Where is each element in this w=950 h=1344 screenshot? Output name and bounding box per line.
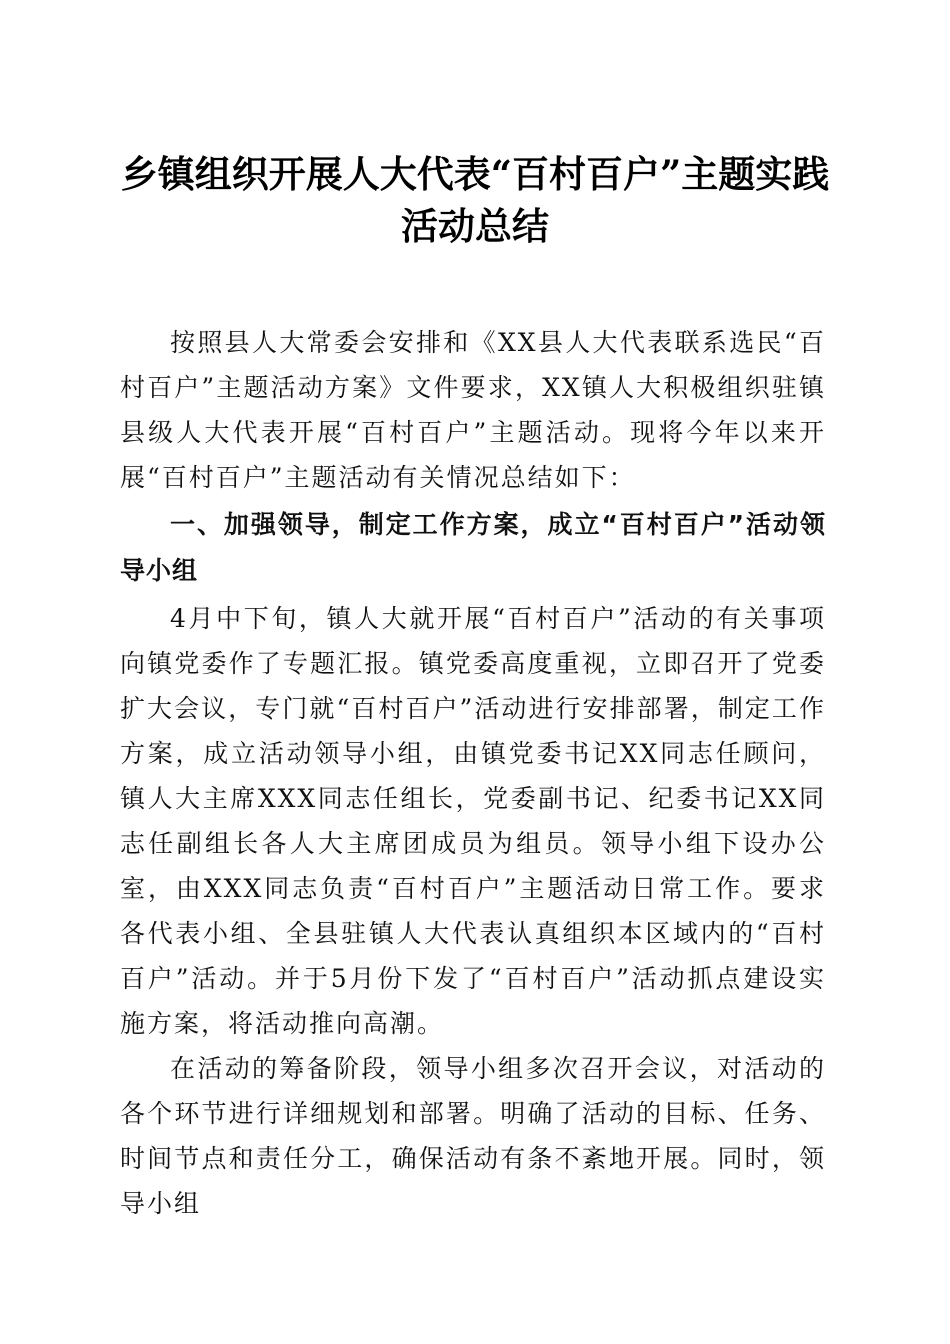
body-paragraph-1: 4月中下旬，镇人大就开展“百村百户”活动的有关事项向镇党委作了专题汇报。镇党委高度重视，立即召开了党委扩大会议，专门就“百村百户”活动进行安排部署，制定工作方案，成立活动领导小组，由镇党委书记XX同志任顾问，镇人大主席XXX同志任组长，党委副书记、纪委书记XX同志任副组长各人大主席团成员为组员。领导小组下设办公室，由XXX同志负责“百村百户”主题活动日常工作。要求各代表小组、全县驻镇人大代表认真组织本区域内的“百村百户”活动。并于5月份下发了“百村百户”活动抓点建设实施方案，将活动推向高潮。 (120, 604, 826, 1038)
title-line-1: 乡镇组织开展人大代表“百村百户”主题实践 (120, 152, 830, 196)
document-body (120, 320, 826, 1226)
section-heading-1: 一、加强领导，制定工作方案，成立“百村百户”活动领导小组 (120, 510, 826, 585)
document-title (100, 148, 850, 252)
body-paragraph-2: 在活动的筹备阶段，领导小组多次召开会议，对活动的各个环节进行详细规划和部署。明确了活动的目标、任务、时间节点和责任分工，确保活动有条不紊地开展。同时，领导小组 (120, 1054, 826, 1218)
intro-paragraph: 按照县人大常委会安排和《XX县人大代表联系选民“百村百户”主题活动方案》文件要求，XX镇人大积极组织驻镇县级人大代表开展“百村百户”主题活动。现将今年以来开展“百村百户”主题活动有关情况总结如下： (120, 328, 826, 492)
title-line-2: 活动总结 (401, 204, 549, 248)
